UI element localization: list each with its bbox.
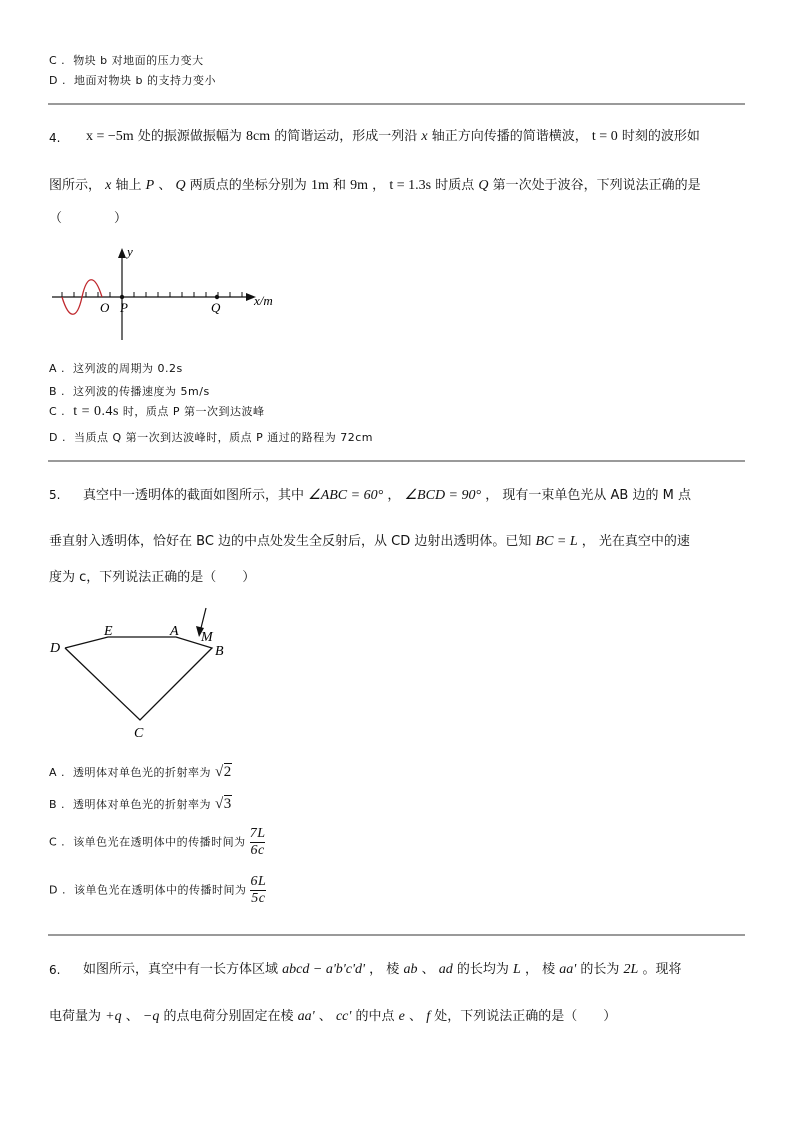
- math: x = −5m: [86, 129, 134, 144]
- text: 、: [318, 1009, 332, 1024]
- option-letter: D: [49, 431, 58, 444]
- option-text: 地面对物块 b 的支持力变小: [73, 74, 216, 87]
- text: 、: [158, 178, 172, 193]
- q6-line-2: [49, 1005, 616, 1025]
- q5-line-2: [49, 530, 690, 550]
- text: ，: [387, 488, 401, 503]
- math: t = 1.3s: [389, 178, 432, 193]
- radicand: 2: [223, 764, 232, 780]
- numerator: 7L: [249, 826, 266, 841]
- math: cc': [335, 1009, 352, 1024]
- text: ，: [372, 178, 386, 193]
- text: 时刻的波形如: [621, 129, 700, 144]
- option-text: 物块 b 对地面的压力变大: [73, 54, 204, 67]
- q5-line-1: [83, 484, 691, 504]
- denominator: 6c: [250, 843, 265, 858]
- text: 。现将: [642, 962, 682, 977]
- p-label: P: [120, 300, 128, 315]
- q4-option-b: B . 这列波的传播速度为 5m/s: [49, 385, 210, 398]
- text: ， 光在真空中的速: [581, 534, 690, 549]
- option-letter: A: [49, 362, 58, 375]
- prism-figure: [44, 604, 244, 744]
- text: 、: [409, 1009, 423, 1024]
- text: 真空中一透明体的截面如图所示，其中: [83, 488, 305, 503]
- option-c: C . 物块 b 对地面的压力变大: [49, 54, 204, 67]
- y-axis-arrow: [118, 248, 126, 258]
- text: 的长均为: [456, 962, 509, 977]
- q4-line-1: [86, 125, 700, 145]
- math: 2L: [623, 962, 639, 977]
- text: 时质点: [435, 178, 475, 193]
- math: aa': [559, 962, 577, 977]
- option-text: 这列波的周期为 0.2s: [73, 362, 183, 375]
- option-d: D . 地面对物块 b 的支持力变小: [49, 74, 216, 87]
- option-text: 透明体对单色光的折射率为: [73, 766, 212, 779]
- question-number: 6.: [49, 963, 61, 977]
- q4-line-2: [49, 174, 701, 194]
- q6-line-1: [83, 958, 682, 978]
- option-text: 透明体对单色光的折射率为: [73, 798, 212, 811]
- text: 、: [125, 1009, 139, 1024]
- option-letter: A: [49, 766, 58, 779]
- numerator: 6L: [250, 874, 267, 889]
- sqrt-value: √2: [215, 764, 232, 780]
- math: L: [513, 962, 521, 977]
- text: 处，下列说法正确的是（ ）: [434, 1009, 617, 1024]
- text: 轴正方向传播的简谐横波，: [431, 129, 588, 144]
- math: abcd − a'b'c'd': [282, 962, 366, 977]
- q5-option-b: B . 透明体对单色光的折射率为 √3: [49, 796, 232, 812]
- denominator: 5c: [251, 891, 266, 906]
- option-letter: D: [49, 883, 58, 897]
- text: 轴上: [115, 178, 142, 193]
- math: e: [398, 1009, 405, 1024]
- divider: [48, 103, 745, 105]
- text: 第一次处于波谷，下列说法正确的是: [492, 178, 701, 193]
- sqrt-value: √3: [215, 796, 232, 812]
- text: 的长为: [580, 962, 620, 977]
- question-number: 5.: [49, 488, 61, 502]
- math: 9m: [350, 178, 369, 193]
- answer-paren: （ ）: [49, 211, 128, 226]
- point-p: [120, 295, 124, 299]
- wave-figure: [48, 240, 288, 350]
- math: x: [421, 129, 428, 144]
- vertex-d: D: [50, 641, 61, 656]
- math: t = 0: [591, 129, 618, 144]
- text: ， 现有一束单色光从 AB 边的 M 点: [485, 488, 691, 503]
- math: Q: [175, 178, 186, 193]
- divider: [48, 934, 745, 936]
- text: 的点电荷分别固定在棱: [163, 1009, 294, 1024]
- math: aa': [297, 1009, 315, 1024]
- origin-label: O: [100, 300, 110, 315]
- question-number: 4.: [49, 131, 61, 145]
- q5-option-c: C . 该单色光在透明体中的传播时间为 $\frac{7L}{6c}$: [49, 826, 266, 858]
- option-text: 当质点 Q 第一次到达波峰时，质点 P 通过的路程为 72cm: [73, 431, 374, 444]
- option-text: 该单色光在透明体中的传播时间为: [73, 835, 246, 849]
- x-label: x/m: [254, 293, 273, 308]
- vertex-c: C: [134, 726, 144, 741]
- math: +q: [105, 1009, 122, 1024]
- fraction: [250, 826, 266, 859]
- option-letter: D: [49, 74, 58, 87]
- vertex-a: A: [170, 624, 179, 639]
- math: ad: [438, 962, 453, 977]
- option-letter: C: [49, 54, 58, 67]
- option-text: 该单色光在透明体中的传播时间为: [73, 883, 247, 897]
- q5-option-a: A . 透明体对单色光的折射率为 √2: [49, 764, 232, 780]
- math: x: [105, 178, 112, 193]
- math: ab: [403, 962, 418, 977]
- math: −q: [142, 1009, 160, 1024]
- math: t = 0.4s: [73, 404, 119, 419]
- math: P: [145, 178, 155, 193]
- q-label: Q: [211, 300, 221, 315]
- option-letter: B: [49, 385, 58, 398]
- math: ∠BCD = 90°: [404, 488, 482, 503]
- option-letter: C: [49, 835, 58, 849]
- option-letter: B: [49, 798, 58, 811]
- text: 的简谐运动，形成一列沿: [274, 129, 418, 144]
- text: 图所示，: [49, 178, 102, 193]
- text: ， 棱: [524, 962, 556, 977]
- option-text: 时，质点 P 第一次到达波峰: [122, 405, 265, 418]
- text: 如图所示，真空中有一长方体区域: [83, 962, 279, 977]
- q5-option-d: D . 该单色光在透明体中的传播时间为 $\frac{6L}{5c}$: [49, 874, 267, 906]
- math: ∠ABC = 60°: [308, 488, 384, 503]
- vertex-b: B: [215, 644, 224, 659]
- text: ， 棱: [369, 962, 400, 977]
- q4-option-a: A . 这列波的周期为 0.2s: [49, 362, 183, 375]
- q4-option-d: D . 当质点 Q 第一次到达波峰时，质点 P 通过的路程为 72cm: [49, 431, 374, 444]
- math: 1m: [310, 178, 329, 193]
- text: 电荷量为: [49, 1009, 102, 1024]
- math: f: [426, 1009, 431, 1024]
- radicand: 3: [223, 796, 232, 812]
- text: 、: [421, 962, 435, 977]
- q4-option-c: C . t = 0.4s 时，质点 P 第一次到达波峰: [49, 404, 265, 419]
- text: 处的振源做振幅为: [137, 129, 242, 144]
- option-letter: C: [49, 405, 58, 418]
- divider: [48, 460, 745, 462]
- option-text: 这列波的传播速度为 5m/s: [73, 385, 210, 398]
- text: 的中点: [355, 1009, 395, 1024]
- math: BC = L: [535, 534, 578, 549]
- point-q: [215, 295, 219, 299]
- fraction: [250, 874, 266, 907]
- q5-line-3: 度为 c，下列说法正确的是（ ）: [49, 570, 256, 585]
- point-m: M: [201, 630, 213, 645]
- text: 垂直射入透明体，恰好在 BC 边的中点处发生全反射后，从 CD 边射出透明体。已知: [49, 534, 532, 549]
- prism-outline: [65, 637, 212, 720]
- text: 和: [332, 178, 346, 193]
- math: Q: [478, 178, 489, 193]
- math: 8cm: [245, 129, 271, 144]
- text: 两质点的坐标分别为: [189, 178, 307, 193]
- y-label: y: [127, 244, 133, 259]
- vertex-e: E: [104, 624, 113, 639]
